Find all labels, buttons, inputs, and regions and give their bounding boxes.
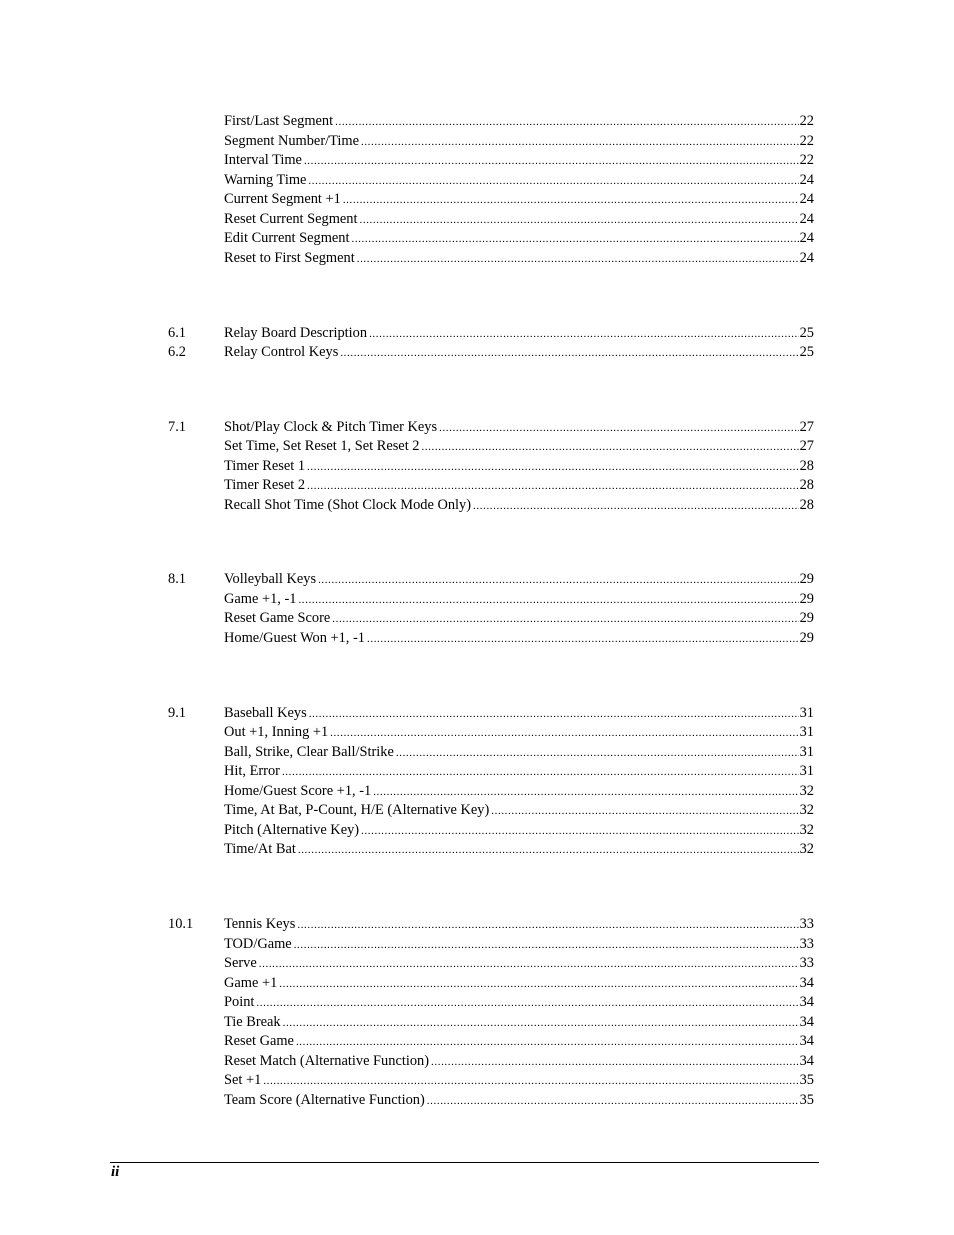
toc-entry-line (224, 476, 814, 497)
toc-entry-page: 31 (799, 763, 814, 779)
table-of-contents (0, 112, 954, 1110)
toc-entry-page: 27 (799, 438, 814, 454)
dot-leader (361, 133, 799, 153)
toc-entry-page: 29 (799, 629, 814, 646)
toc-entry[interactable] (0, 1032, 954, 1052)
toc-entry-page: 27 (799, 418, 814, 435)
dot-leader (298, 841, 799, 861)
toc-entry-title: Warning Time (224, 171, 307, 188)
dot-leader (373, 783, 798, 803)
toc-entry-number: 10.1 (168, 916, 194, 932)
dot-leader (427, 1092, 799, 1112)
dot-leader (296, 1033, 799, 1053)
toc-entry-page: 28 (799, 457, 814, 474)
dot-leader (473, 497, 799, 517)
toc-entry-page: 22 (799, 113, 814, 129)
dot-leader (343, 191, 799, 211)
toc-entry[interactable] (0, 704, 954, 724)
toc-entry[interactable] (0, 343, 954, 363)
toc-entry[interactable] (0, 190, 954, 210)
dot-leader (357, 250, 799, 270)
toc-entry-title: Set +1 (224, 1072, 262, 1088)
toc-entry[interactable] (0, 954, 954, 974)
toc-entry-line (224, 324, 814, 345)
toc-entry-line (224, 496, 814, 517)
footer-page-number: ii (111, 1164, 120, 1180)
toc-entry-page: 24 (799, 230, 814, 246)
toc-entry-page: 32 (799, 782, 814, 799)
toc-entry-page: 22 (799, 132, 814, 149)
toc-entry-line (224, 629, 814, 650)
toc-entry-title: Relay Board Description (224, 324, 368, 341)
toc-entry-title: Edit Current Segment (224, 230, 350, 246)
toc-entry[interactable] (0, 723, 954, 743)
toc-entry-line (224, 437, 814, 458)
toc-entry-line (224, 132, 814, 153)
toc-entry-title: Time, At Bat, P-Count, H/E (Alternative Key) (224, 802, 490, 818)
toc-entry[interactable] (0, 437, 954, 457)
toc-entry-line (224, 743, 814, 764)
toc-entry[interactable] (0, 249, 954, 269)
toc-entry-line (224, 249, 814, 270)
toc-entry[interactable] (0, 915, 954, 935)
toc-entry-page: 34 (799, 974, 814, 991)
toc-entry[interactable] (0, 974, 954, 994)
toc-entry-title: Current Segment +1 (224, 191, 341, 207)
toc-entry[interactable] (0, 935, 954, 955)
dot-leader (304, 152, 799, 172)
toc-entry-page: 28 (799, 477, 814, 493)
dot-leader (340, 344, 798, 364)
toc-section (0, 324, 954, 363)
dot-leader (282, 763, 799, 783)
toc-entry-title: Tennis Keys (224, 916, 296, 932)
toc-entry-line (224, 723, 814, 744)
toc-entry-title: Interval Time (224, 152, 302, 168)
toc-entry-title: Relay Control Keys (224, 344, 339, 360)
toc-entry[interactable] (0, 570, 954, 590)
toc-entry-line (224, 801, 814, 822)
toc-entry-line (224, 190, 814, 211)
toc-entry-page: 24 (799, 191, 814, 207)
toc-entry[interactable] (0, 1071, 954, 1091)
toc-entry-line (224, 1013, 814, 1034)
toc-entry[interactable] (0, 476, 954, 496)
toc-entry-line (224, 590, 814, 611)
toc-entry-number: 7.1 (168, 418, 186, 435)
toc-entry-page: 22 (799, 152, 814, 168)
toc-entry-line (224, 840, 814, 861)
toc-entry-title: Reset Match (Alternative Function) (224, 1052, 430, 1069)
toc-entry-line (224, 210, 814, 231)
toc-entry-line (224, 935, 814, 956)
toc-entry[interactable] (0, 210, 954, 230)
toc-entry-title: Segment Number/Time (224, 132, 359, 149)
toc-entry-number: 9.1 (168, 704, 186, 721)
toc-entry-page: 24 (799, 210, 814, 227)
toc-entry-line (224, 229, 814, 250)
toc-entry-title: Reset Game Score (224, 610, 331, 626)
dot-leader (309, 705, 799, 725)
toc-entry-line (224, 762, 814, 783)
toc-entry-page: 25 (799, 344, 814, 360)
toc-entry-line (224, 112, 814, 133)
toc-entry-number: 8.1 (168, 571, 186, 587)
toc-entry-line (224, 954, 814, 975)
toc-entry-title: Reset Game (224, 1033, 294, 1049)
toc-entry-title: Reset Current Segment (224, 210, 358, 227)
toc-entry-line (224, 171, 814, 192)
toc-entry[interactable] (0, 457, 954, 477)
toc-entry-title: Reset to First Segment (224, 249, 355, 266)
toc-entry-line (224, 570, 814, 591)
toc-entry-number: 6.2 (168, 344, 186, 360)
toc-entry-title: Hit, Error (224, 763, 280, 779)
toc-entry-title: Serve (224, 955, 257, 971)
toc-entry-title: Time/At Bat (224, 841, 296, 857)
toc-entry-page: 31 (799, 743, 814, 760)
toc-entry-title: Home/Guest Score +1, -1 (224, 782, 372, 799)
toc-entry-title: Timer Reset 2 (224, 477, 306, 493)
toc-entry-page: 33 (799, 955, 814, 971)
toc-entry-page: 29 (799, 590, 814, 607)
toc-entry[interactable] (0, 151, 954, 171)
dot-leader (352, 230, 799, 250)
toc-entry-line (224, 993, 814, 1014)
toc-entry-title: Tie Break (224, 1013, 281, 1030)
toc-entry-page: 28 (799, 496, 814, 513)
toc-entry-page: 34 (799, 994, 814, 1010)
dot-leader (283, 1014, 799, 1034)
toc-entry-line (224, 1071, 814, 1092)
toc-entry[interactable] (0, 132, 954, 152)
toc-entry-line (224, 1052, 814, 1073)
toc-entry-title: Point (224, 994, 255, 1010)
footer-rule (110, 1162, 819, 1163)
dot-leader (439, 419, 799, 439)
toc-entry-title: Team Score (Alternative Function) (224, 1091, 425, 1108)
toc-entry-page: 25 (799, 324, 814, 341)
toc-entry-title: Shot/Play Clock & Pitch Timer Keys (224, 418, 438, 435)
toc-entry[interactable] (0, 590, 954, 610)
dot-leader (318, 571, 799, 591)
toc-entry-title: TOD/Game (224, 935, 292, 952)
toc-section (0, 570, 954, 648)
toc-entry-line (224, 821, 814, 842)
toc-entry-title: Home/Guest Won +1, -1 (224, 629, 365, 646)
toc-section (0, 112, 954, 268)
dot-leader (307, 477, 799, 497)
toc-entry[interactable] (0, 1013, 954, 1033)
toc-entry[interactable] (0, 993, 954, 1013)
dot-leader (431, 1053, 799, 1073)
toc-entry-page: 35 (799, 1072, 814, 1088)
dot-leader (307, 458, 799, 478)
toc-entry[interactable] (0, 496, 954, 516)
toc-entry-page: 31 (799, 704, 814, 721)
dot-leader (369, 325, 799, 345)
dot-leader (421, 438, 798, 458)
toc-entry-title: Recall Shot Time (Shot Clock Mode Only) (224, 496, 472, 513)
toc-entry-title: Game +1, -1 (224, 590, 297, 607)
toc-entry-line (224, 1091, 814, 1112)
dot-leader (367, 630, 799, 650)
toc-entry-title: Volleyball Keys (224, 571, 317, 587)
toc-entry-line (224, 151, 814, 172)
toc-entry-line (224, 974, 814, 995)
toc-entry[interactable] (0, 840, 954, 860)
toc-entry-title: Ball, Strike, Clear Ball/Strike (224, 743, 394, 760)
toc-entry-page: 32 (799, 821, 814, 838)
toc-entry-number: 6.1 (168, 324, 186, 341)
toc-entry-title: Game +1 (224, 974, 278, 991)
toc-entry-line (224, 343, 814, 364)
toc-entry-page: 34 (799, 1013, 814, 1030)
toc-entry-line (224, 782, 814, 803)
toc-entry[interactable] (0, 743, 954, 763)
toc-entry[interactable] (0, 782, 954, 802)
toc-entry-page: 24 (799, 171, 814, 188)
dot-leader (263, 1072, 798, 1092)
dot-leader (298, 591, 798, 611)
toc-entry[interactable] (0, 609, 954, 629)
toc-entry-page: 32 (799, 802, 814, 818)
toc-entry-page: 29 (799, 571, 814, 587)
dot-leader (256, 994, 798, 1014)
toc-entry[interactable] (0, 112, 954, 132)
toc-entry-page: 29 (799, 610, 814, 626)
toc-entry[interactable] (0, 418, 954, 438)
dot-leader (360, 211, 799, 231)
toc-entry[interactable] (0, 629, 954, 649)
toc-entry[interactable] (0, 171, 954, 191)
toc-entry-page: 31 (799, 724, 814, 740)
toc-entry[interactable] (0, 324, 954, 344)
toc-entry-page: 33 (799, 916, 814, 932)
dot-leader (279, 975, 798, 995)
toc-entry[interactable] (0, 762, 954, 782)
toc-entry-title: Pitch (Alternative Key) (224, 821, 360, 838)
dot-leader (491, 802, 798, 822)
dot-leader (332, 610, 798, 630)
toc-entry-line (224, 418, 814, 439)
toc-entry-title: Baseball Keys (224, 704, 307, 721)
toc-entry-page: 24 (799, 249, 814, 266)
dot-leader (308, 172, 798, 192)
dot-leader (259, 955, 799, 975)
toc-entry-line (224, 1032, 814, 1053)
toc-entry-page: 34 (799, 1033, 814, 1049)
dot-leader (335, 113, 798, 133)
toc-entry-line (224, 704, 814, 725)
toc-entry[interactable] (0, 801, 954, 821)
toc-entry-title: Timer Reset 1 (224, 457, 306, 474)
toc-entry-page: 34 (799, 1052, 814, 1069)
toc-entry[interactable] (0, 1091, 954, 1111)
toc-entry[interactable] (0, 1052, 954, 1072)
dot-leader (396, 744, 799, 764)
toc-entry[interactable] (0, 821, 954, 841)
dot-leader (297, 916, 798, 936)
dot-leader (330, 724, 798, 744)
toc-entry-title: First/Last Segment (224, 113, 334, 129)
toc-entry-page: 35 (799, 1091, 814, 1108)
toc-entry-line (224, 457, 814, 478)
toc-section (0, 418, 954, 516)
toc-entry-page: 32 (799, 841, 814, 857)
toc-entry-line (224, 915, 814, 936)
dot-leader (294, 936, 799, 956)
toc-section (0, 704, 954, 860)
toc-entry-page: 33 (799, 935, 814, 952)
toc-entry-title: Out +1, Inning +1 (224, 724, 329, 740)
toc-entry-title: Set Time, Set Reset 1, Set Reset 2 (224, 438, 420, 454)
dot-leader (361, 822, 799, 842)
toc-section (0, 915, 954, 1110)
toc-entry-line (224, 609, 814, 630)
toc-entry[interactable] (0, 229, 954, 249)
